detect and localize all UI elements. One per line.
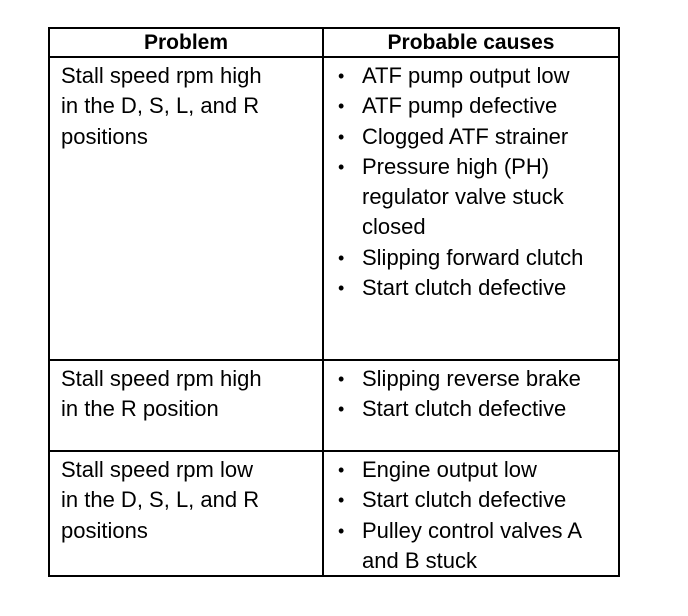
cause-text: ATF pump output low	[362, 63, 570, 88]
bullet-icon: •	[338, 96, 345, 117]
header-problem: Problem	[50, 29, 323, 57]
bullet-icon: •	[338, 247, 345, 268]
troubleshooting-table	[50, 29, 618, 576]
table-row	[50, 57, 618, 360]
problem-cell	[50, 360, 323, 451]
bullet-icon: •	[338, 520, 345, 541]
header-probable-causes: Probable causes	[323, 29, 618, 57]
problem-cell	[50, 57, 323, 360]
table-header-row	[50, 29, 618, 57]
cause-text: ATF pump defective	[362, 93, 558, 119]
causes-list	[338, 364, 614, 425]
table-row	[50, 451, 618, 576]
causes-cell	[323, 57, 618, 360]
causes-cell	[323, 360, 618, 451]
cause-text: Slipping reverse brake	[362, 366, 581, 391]
cause-text: Slipping forward clutch	[362, 244, 584, 270]
cause-item	[338, 394, 614, 424]
cause-text: Start clutch defective	[362, 396, 567, 422]
problem-text: Stall speed rpm low in the D, S, L, and R positions	[61, 457, 260, 543]
bullet-icon: •	[338, 156, 345, 177]
bullet-icon: •	[338, 278, 345, 299]
problem-text: Stall speed rpm high in the R position	[61, 366, 262, 422]
cause-item	[338, 243, 614, 273]
cause-text: Engine output low	[362, 457, 537, 482]
cause-text: Pulley control valves A and B stuck	[362, 517, 581, 573]
problem-cell	[50, 451, 323, 576]
cause-item	[338, 455, 614, 485]
bullet-icon: •	[338, 66, 345, 86]
causes-list	[338, 61, 614, 303]
cause-text: Pressure high (PH) regulator valve stuck closed	[362, 153, 564, 240]
bullet-icon: •	[338, 490, 345, 511]
cause-item	[338, 91, 614, 121]
troubleshooting-table-frame	[48, 27, 620, 577]
bullet-icon: •	[338, 126, 345, 147]
cause-item	[338, 122, 614, 152]
cause-text: Clogged ATF strainer	[362, 123, 569, 149]
cause-text: Start clutch defective	[362, 487, 567, 513]
cause-item	[338, 273, 614, 303]
cause-item	[338, 485, 614, 515]
table-row	[50, 360, 618, 451]
cause-text: Start clutch defective	[362, 275, 567, 301]
causes-cell	[323, 451, 618, 576]
cause-item	[338, 364, 614, 394]
cause-item	[338, 152, 614, 243]
cause-item	[338, 61, 614, 91]
causes-list	[338, 455, 614, 576]
bullet-icon: •	[338, 460, 345, 480]
problem-text: Stall speed rpm high in the D, S, L, and R positions	[61, 63, 262, 149]
cause-item	[338, 516, 614, 577]
bullet-icon: •	[338, 399, 345, 420]
bullet-icon: •	[338, 369, 345, 389]
